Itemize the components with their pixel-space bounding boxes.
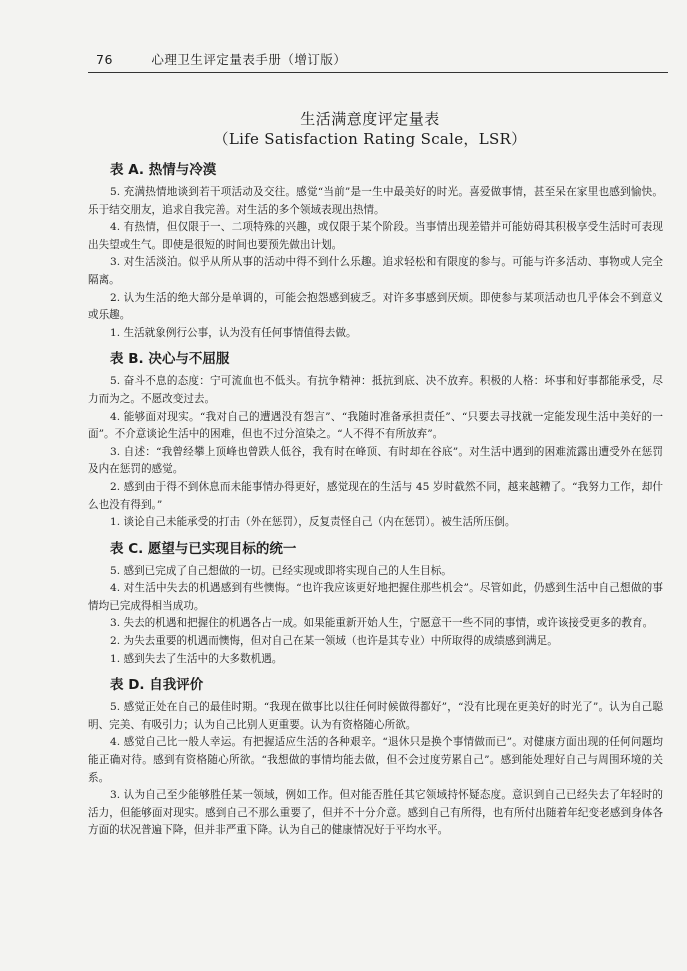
section-a bbox=[88, 160, 663, 342]
section-heading: 表 D. 自我评价 bbox=[110, 677, 204, 694]
scale-subtitle: （Life Satisfaction Rating Scale，LSR） bbox=[213, 130, 527, 148]
rating-item: 3. 失去的机遇和把握住的机遇各占一成。如果能重新开始人生，宁愿意干一些不同的事情，或许该接受更多的教育。 bbox=[110, 617, 654, 630]
section-heading: 表 A. 热情与冷漠 bbox=[110, 162, 217, 178]
rating-item: 5. 充满热情地谈到若干项活动及交往。感觉“当前”是一生中最美好的时光。喜爱做事情，甚至呆在家里也感到愉快。乐于结交朋友，追求自我完善。对生活的多个领域表现出热情。 bbox=[88, 186, 663, 216]
rating-item: 4. 对生活中失去的机遇感到有些懊悔。“也许我应该更好地把握住那些机会”。尽管如此，仍感到生活中自己想做的事情均已完成得相当成功。 bbox=[88, 582, 663, 612]
rating-item: 3. 认为自己至少能够胜任某一领域，例如工作。但对能否胜任其它领域持怀疑态度。意识到自己已经失去了年轻时的活力，但能够面对现实。感到自己不那么重要了，但并不十分介意。感到自己有所得，也有所付出随着年纪变老感到身体各方面的状况普遍下降，但并非严重下降。认为自己的健康情况好于平均水平。 bbox=[88, 789, 663, 837]
rating-item: 2. 为失去重要的机遇而懊悔，但对自己在某一领域（也许是其专业）中所取得的成绩感到满足。 bbox=[110, 635, 558, 648]
rating-item: 2. 认为生活的绝大部分是单调的，可能会抱怨感到疲乏。对许多事感到厌烦。即使参与某项活动也几乎体会不到意义或乐趣。 bbox=[88, 291, 663, 322]
section-heading: 表 C. 愿望与已实现目标的统一 bbox=[110, 540, 297, 557]
rating-item: 4. 能够面对现实。“我对自己的遭遇没有怨言”、“我随时准备承担责任”、“只要去寻找就一定能发现生活中美好的一面”。不介意谈论生活中的困难，但也不过分渲染之。“人不得不有所放弃”。 bbox=[88, 410, 663, 441]
rating-item: 1. 感到失去了生活中的大多数机遇。 bbox=[110, 652, 283, 665]
section-c bbox=[88, 539, 663, 669]
header-rule bbox=[88, 72, 668, 73]
rating-item: 5. 感到已完成了自己想做的一切。已经实现或即将实现自己的人生目标。 bbox=[110, 564, 452, 577]
section-heading: 表 B. 决心与不屈服 bbox=[110, 351, 230, 368]
rating-item: 3. 对生活淡泊。似乎从所从事的活动中得不到什么乐趣。追求轻松和有限度的参与。可能与许多活动、事物或人完全隔离。 bbox=[88, 256, 663, 286]
rating-item: 4. 有热情，但仅限于一、二项特殊的兴趣，或仅限于某个阶段。当事情出现差错并可能妨碍其积极享受生活时可表现出失望或生气。即使是很短的时间也要预先做出计划。 bbox=[88, 221, 663, 251]
section-d bbox=[88, 675, 663, 840]
book-title: 心理卫生评定量表手册（增订版） bbox=[151, 52, 347, 67]
rating-item: 5. 奋斗不息的态度：宁可流血也不低头。有抗争精神：抵抗到底、决不放弃。积极的人格：坏事和好事都能承受，尽力而为之。不愿改变过去。 bbox=[88, 375, 663, 405]
scale-content bbox=[88, 160, 663, 840]
scale-title: 生活满意度评定量表 bbox=[300, 110, 440, 128]
rating-item: 5. 感觉正处在自己的最佳时期。“我现在做事比以往任何时候做得都好”，“没有比现在更美好的时光了”。认为自己聪明、完美、有吸引力；认为自己比别人更重要。认为有资格随心所欲。 bbox=[88, 701, 663, 731]
rating-item: 3. 自述：“我曾经攀上顶峰也曾跌人低谷，我有时在峰顶、有时却在谷底”。对生活中遇到的困难流露出遭受外在惩罚及内在惩罚的感觉。 bbox=[88, 445, 663, 476]
section-b bbox=[88, 349, 663, 531]
rating-item: 1. 谈论自己未能承受的打击（外在惩罚），反复责怪自己（内在惩罚）。被生活所压倒。 bbox=[110, 516, 516, 529]
rating-item: 1. 生活就象例行公事，认为没有任何事情值得去做。 bbox=[110, 326, 357, 339]
rating-item: 4. 感觉自己比一般人幸运。有把握适应生活的各种艰辛。“退休只是换个事情做而已”。对健康方面出现的任何问题均能正确对待。感到有资格随心所欲。“我想做的事情均能去做，但不会过度劳累自己”。感到能处理好自己与周围环境的关系。 bbox=[88, 736, 663, 784]
page-number: 76 bbox=[96, 52, 113, 67]
running-header bbox=[96, 50, 641, 68]
rating-item: 2. 感到由于得不到休息而未能事情办得更好，感觉现在的生活与 45 岁时截然不同，越来越糟了。“我努力工作，却什么也没有得到。” bbox=[88, 480, 663, 511]
